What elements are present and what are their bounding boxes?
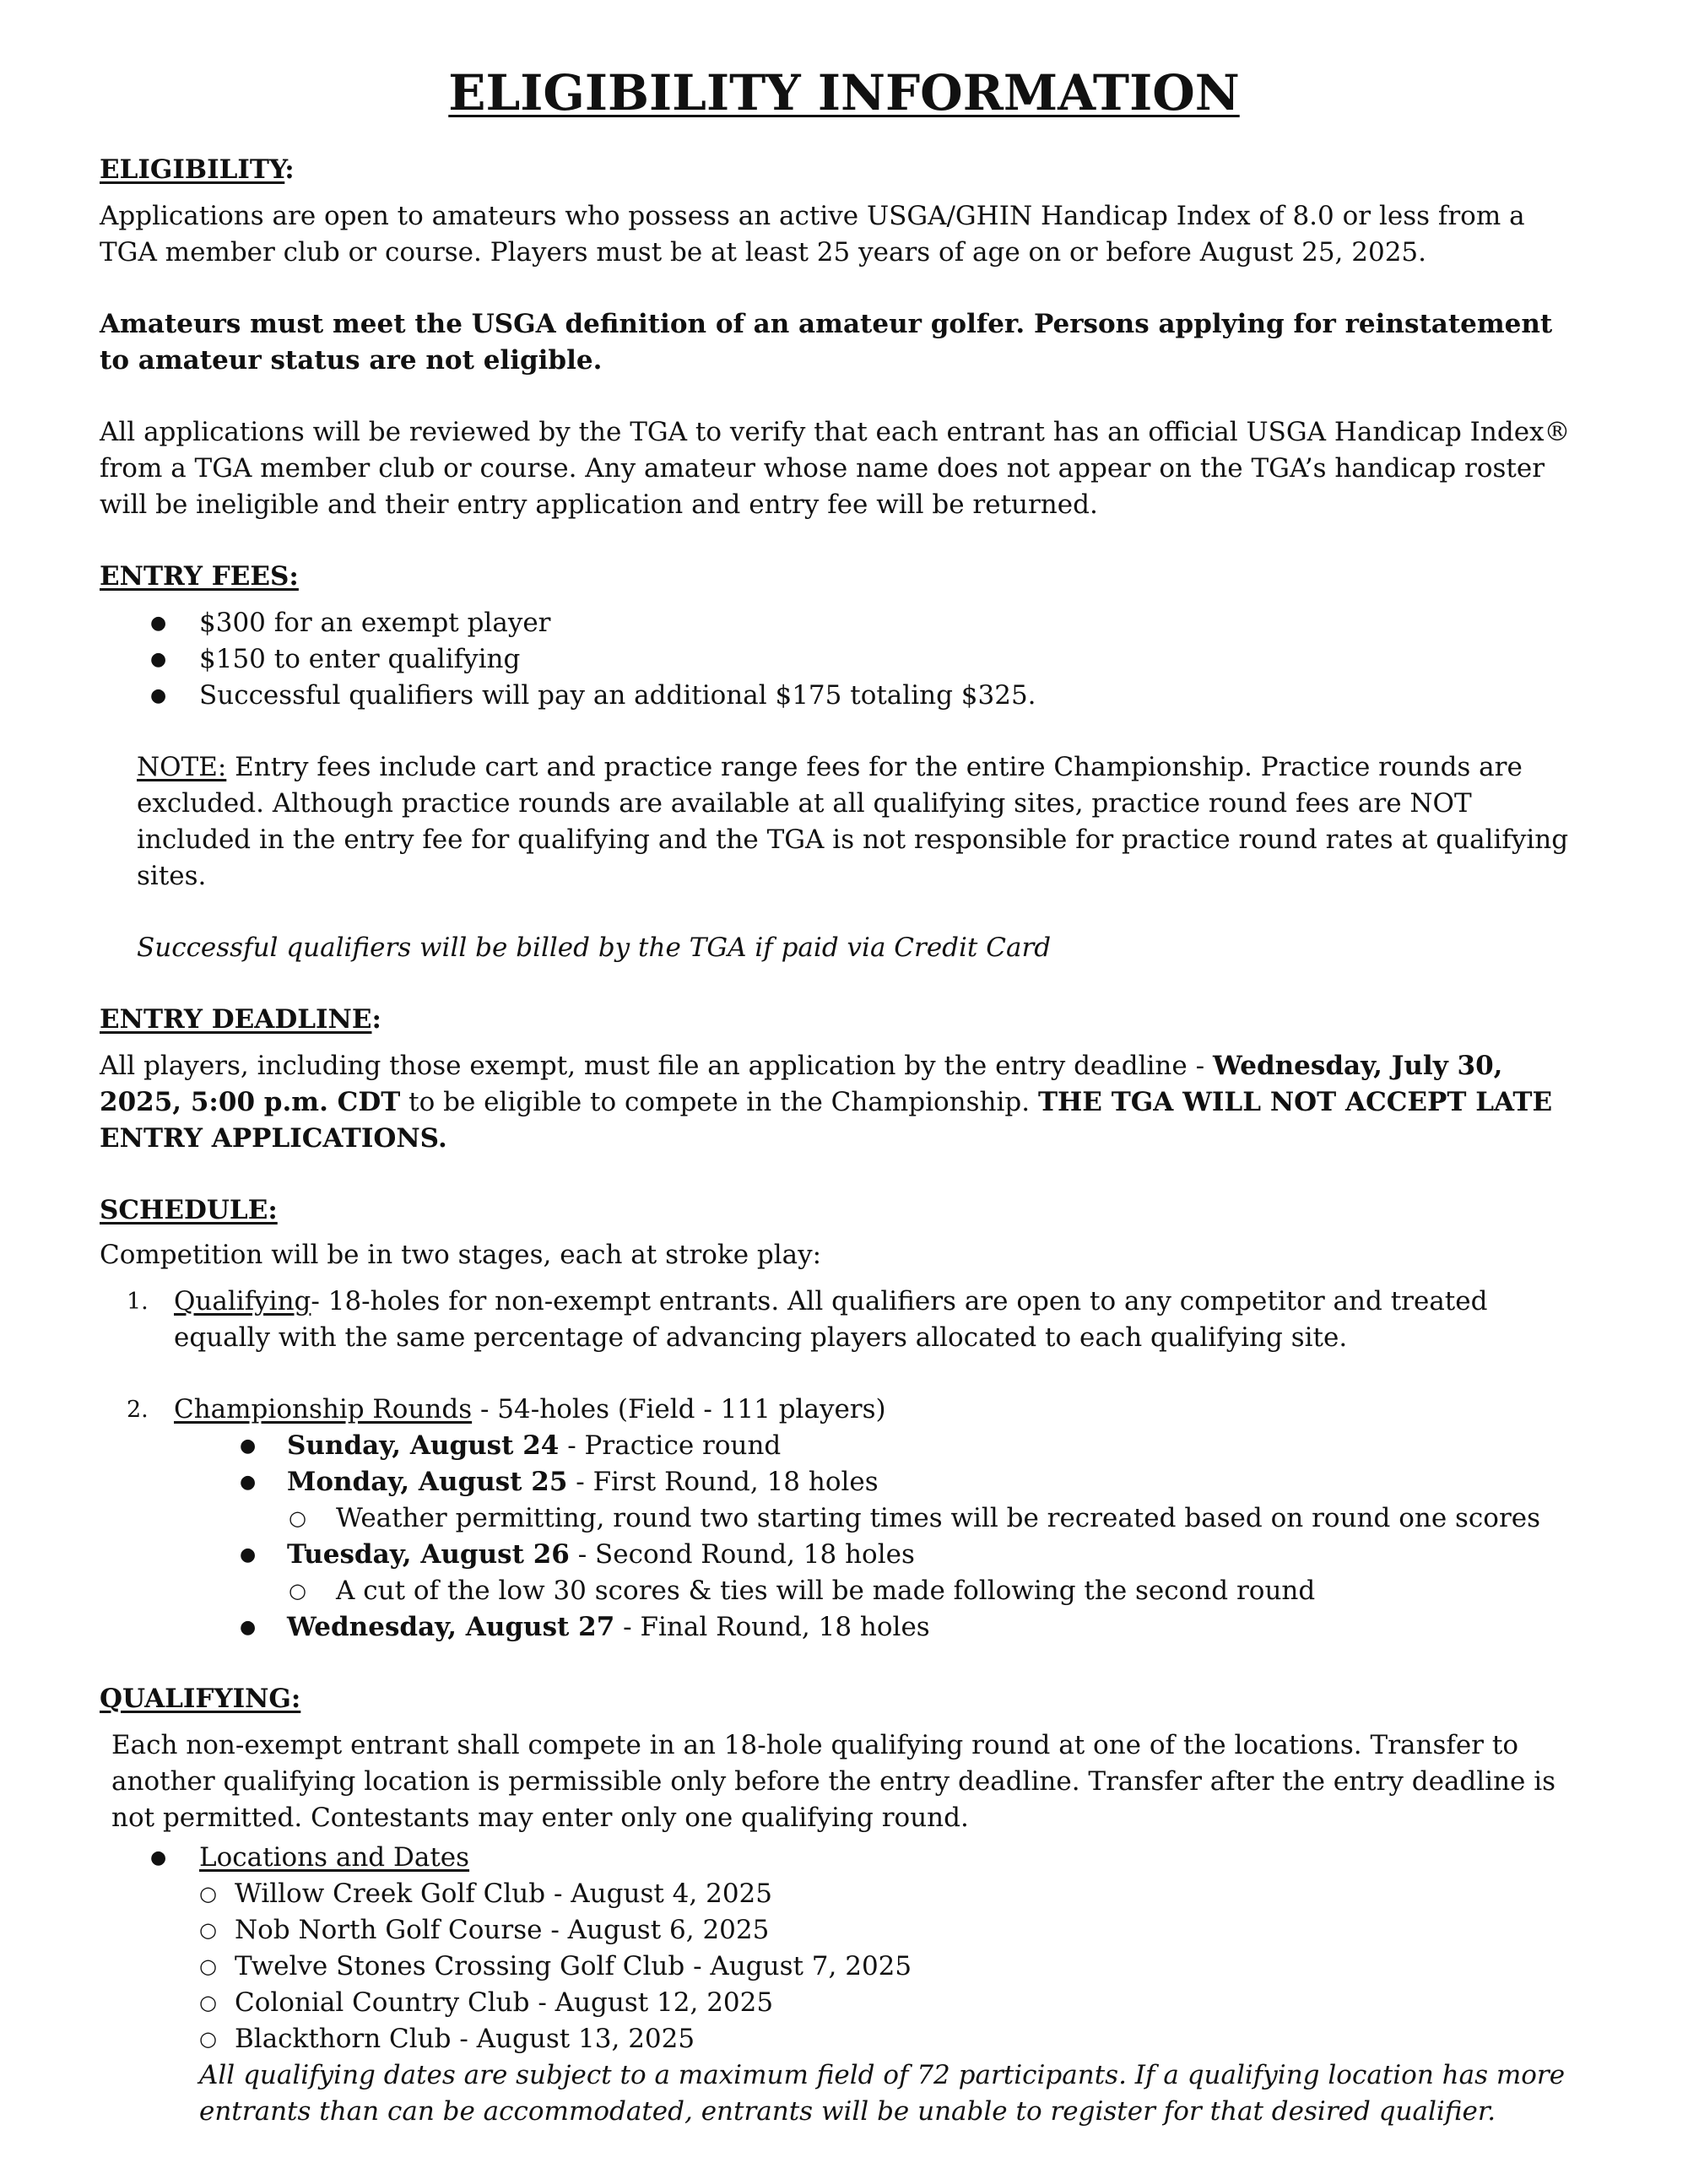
- billing-note: Successful qualifiers will be billed by the TGA if paid via Credit Card: [137, 933, 1052, 963]
- entry-deadline-heading: ENTRY DEADLINE:: [100, 1004, 381, 1035]
- list-item: ○ Twelve Stones Crossing Golf Club - August 7, 2025: [100, 1949, 1588, 1985]
- entry-fees-list: [100, 605, 1588, 714]
- eligibility-heading: ELIGIBILITY:: [100, 154, 295, 185]
- entry-deadline-paragraph: All players, including those exempt, must file an application by the entry deadline - Wednesday, July 30, 2025, 5:00 p.m. CDT to be eligible to compete in the Championship. THE TGA WILL NOT ACCEPT LATE ENTRY APPLICATIONS.: [100, 1051, 1553, 1154]
- note-label: NOTE:: [137, 752, 227, 782]
- list-item: ● $300 for an exempt player: [100, 605, 1588, 641]
- schedule-stages: [100, 1284, 1588, 1428]
- page-title: ELIGIBILITY INFORMATION: [448, 64, 1240, 122]
- schedule-intro: Competition will be in two stages, each at stroke play:: [100, 1240, 822, 1270]
- stage-qualifying: 1. Qualifying- 18-holes for non-exempt entrants. All qualifiers are open to any competitor and treated equally with the same percentage of advancing players allocated to each qualifying site.: [127, 1286, 1488, 1353]
- locations-label: ● Locations and Dates: [100, 1840, 1588, 1876]
- list-item: ● Sunday, August 24 - Practice round: [100, 1428, 1588, 1464]
- late-entry-warning: THE TGA WILL NOT ACCEPT LATE ENTRY APPLICATIONS.: [100, 1087, 1553, 1154]
- deadline-date: Wednesday, July 30, 2025, 5:00 p.m. CDT: [100, 1051, 1503, 1117]
- schedule-heading: SCHEDULE:: [100, 1195, 278, 1225]
- stage-championship: 2. Championship Rounds - 54-holes (Field - 111 players): [127, 1394, 886, 1424]
- eligibility-paragraph-1: Applications are open to amateurs who possess an active USGA/GHIN Handicap Index of 8.0 or less from a TGA member club or course. Players must be at least 25 years of age on or before August 25, 2025.: [100, 201, 1525, 268]
- list-item: ● Monday, August 25 - First Round, 18 holes: [100, 1464, 1588, 1500]
- list-item: ● $150 to enter qualifying: [100, 641, 1588, 678]
- list-item: ● Tuesday, August 26 - Second Round, 18 holes: [100, 1537, 1588, 1573]
- list-item: ○ Blackthorn Club - August 13, 2025: [100, 2021, 1588, 2057]
- entry-fees-heading: ENTRY FEES:: [100, 561, 299, 592]
- list-item: ○ Colonial Country Club - August 12, 2025: [100, 1985, 1588, 2021]
- list-item: ● Wednesday, August 27 - Final Round, 18 holes: [100, 1609, 1588, 1646]
- list-item: ○ Weather permitting, round two starting times will be recreated based on round one scores: [100, 1500, 1588, 1537]
- qualifying-field-note: All qualifying dates are subject to a maximum field of 72 participants. If a qualifying location has more entrants than can be accommodated, entrants will be unable to register for that desired qualifier.: [199, 2060, 1566, 2127]
- championship-days: [100, 1428, 1588, 1646]
- amateur-definition-paragraph: Amateurs must meet the USGA definition of an amateur golfer. Persons applying for reinstatement to amateur status are not eligible.: [100, 309, 1553, 376]
- list-item: ● Successful qualifiers will pay an additional $175 totaling $325.: [100, 678, 1588, 714]
- qualifying-heading: QUALIFYING:: [100, 1684, 301, 1714]
- list-item: ○ Willow Creek Golf Club - August 4, 2025: [100, 1876, 1588, 1912]
- list-item: ○ A cut of the low 30 scores & ties will be made following the second round: [100, 1573, 1588, 1609]
- eligibility-review-paragraph: All applications will be reviewed by the TGA to verify that each entrant has an official USGA Handicap Index® from a TGA member club or course. Any amateur whose name does not appear on the TGA’s handicap roster will be ineligible and their entry application and entry fee will be returned.: [100, 417, 1571, 520]
- entry-fees-note: NOTE: Entry fees include cart and practice range fees for the entire Championship. Practice rounds are excluded. Although practice rounds are available at all qualifying sites, practice round fees are NOT included in the entry fee for qualifying and the TGA is not responsible for practice round rates at qualifying sites.: [137, 752, 1569, 891]
- qualifying-paragraph: Each non-exempt entrant shall compete in an 18-hole qualifying round at one of the locations. Transfer to another qualifying location is permissible only before the entry deadline. Transfer after the entry deadline is not permitted. Contestants may enter only one qualifying round.: [111, 1730, 1556, 1833]
- list-item: ○ Nob North Golf Course - August 6, 2025: [100, 1912, 1588, 1949]
- qualifying-locations: [100, 1840, 1588, 2057]
